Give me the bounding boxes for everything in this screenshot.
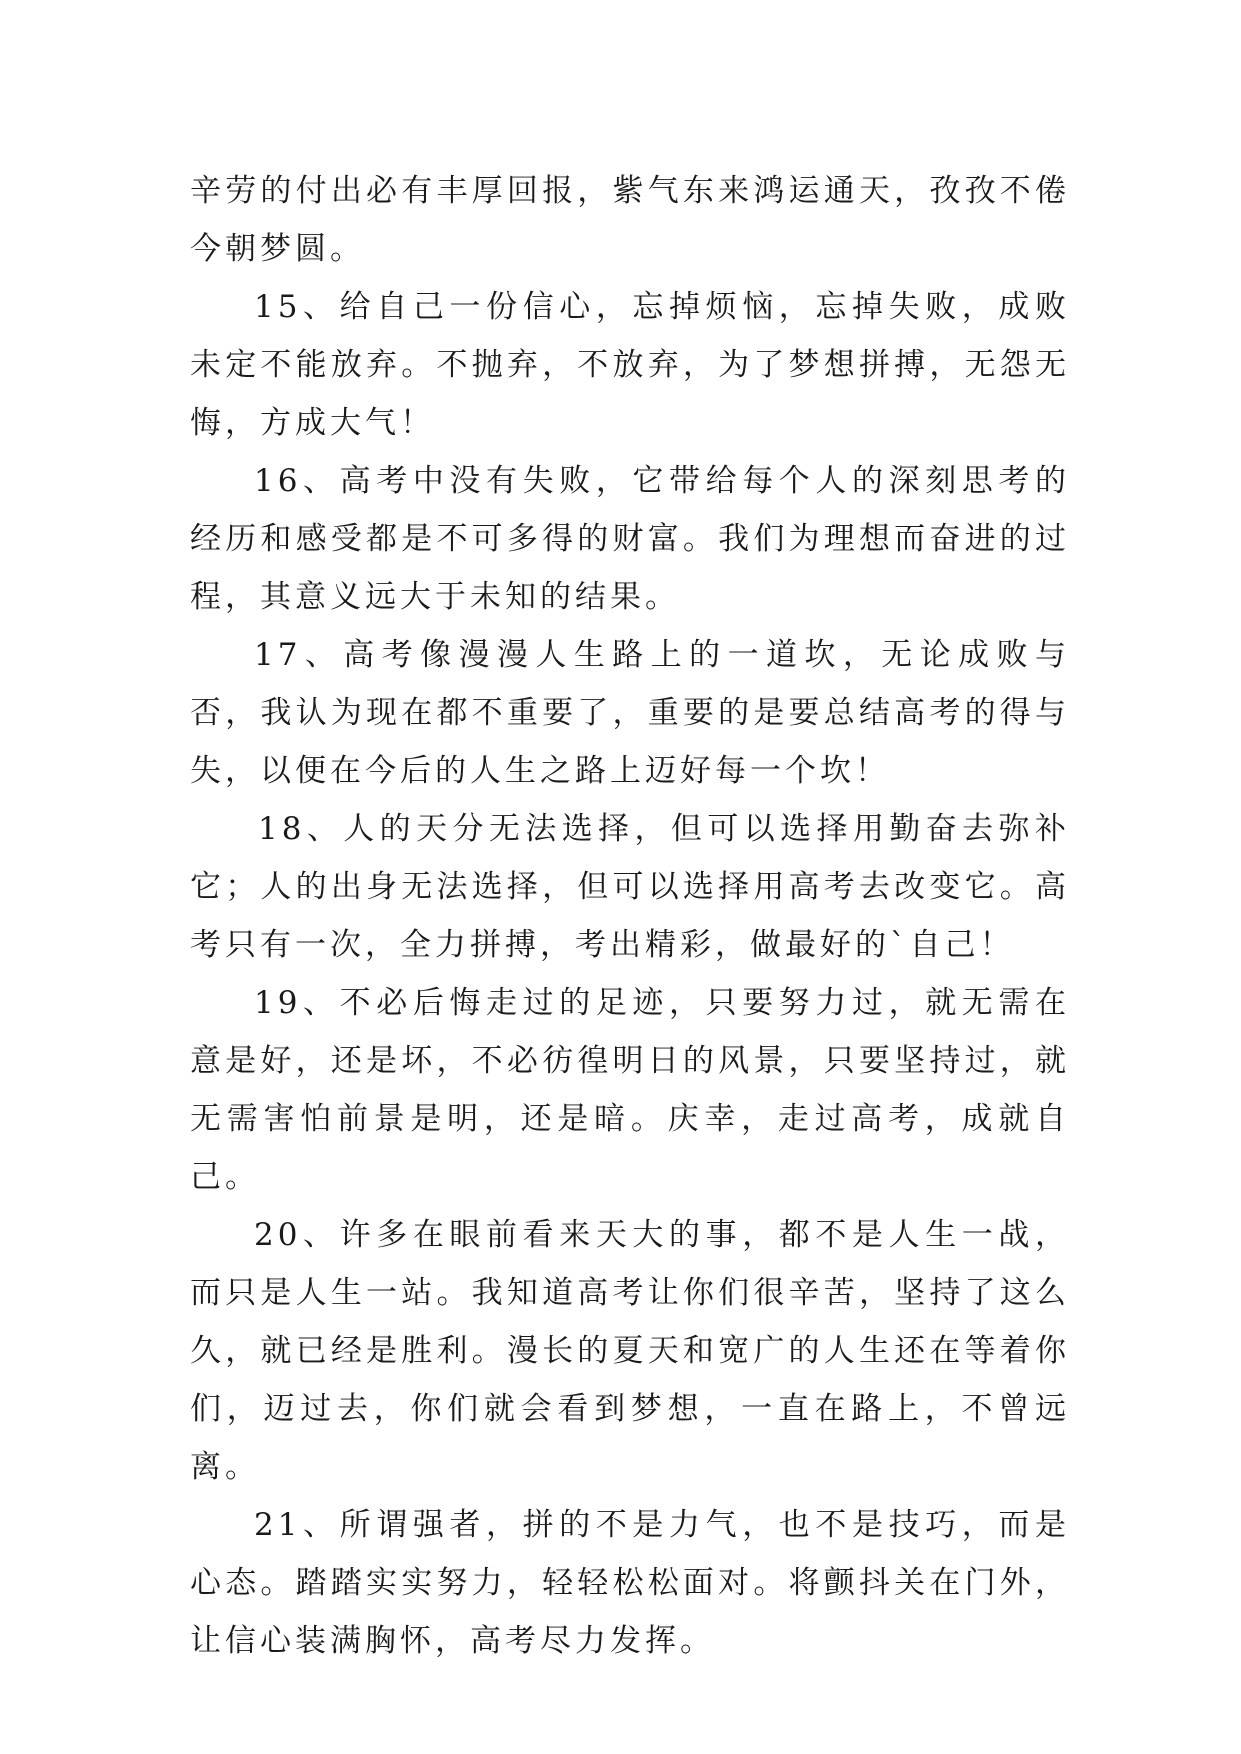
paragraph-16: 16、高考中没有失败，它带给每个人的深刻思考的经历和感受都是不可多得的财富。我们为理想而奋进的过程，其意义远大于未知的结果。 (190, 463, 1070, 615)
paragraph-19: 19、不必后悔走过的足迹，只要努力过，就无需在意是好，还是坏，不必彷徨明日的风景，只要坚持过，就无需害怕前景是明，还是暗。庆幸，走过高考，成就自己。 (190, 985, 1070, 1195)
paragraph-17: 17、高考像漫漫人生路上的一道坎，无论成败与否，我认为现在都不重要了，重要的是要总结高考的得与失，以便在今后的人生之路上迈好每一个坎！ (190, 637, 1070, 789)
paragraph-continuation: 辛劳的付出必有丰厚回报，紫气东来鸿运通天，孜孜不倦今朝梦圆。 (190, 173, 1070, 267)
document-body (190, 162, 1070, 1670)
paragraph-15: 15、给自己一份信心，忘掉烦恼，忘掉失败，成败未定不能放弃。不抛弃，不放弃，为了梦想拼搏，无怨无悔，方成大气！ (190, 289, 1070, 441)
paragraph-21: 21、所谓强者，拼的不是力气，也不是技巧，而是心态。踏踏实实努力，轻轻松松面对。将颤抖关在门外，让信心装满胸怀，高考尽力发挥。 (190, 1507, 1070, 1659)
paragraph-18: 18、人的天分无法选择，但可以选择用勤奋去弥补它；人的出身无法选择，但可以选择用高考去改变它。高考只有一次，全力拼搏，考出精彩，做最好的`自己！ (190, 811, 1070, 963)
paragraph-20: 20、许多在眼前看来天大的事，都不是人生一战，而只是人生一站。我知道高考让你们很辛苦，坚持了这么久，就已经是胜利。漫长的夏天和宽广的人生还在等着你们，迈过去，你们就会看到梦想，一直在路上，不曾远离。 (190, 1217, 1070, 1485)
